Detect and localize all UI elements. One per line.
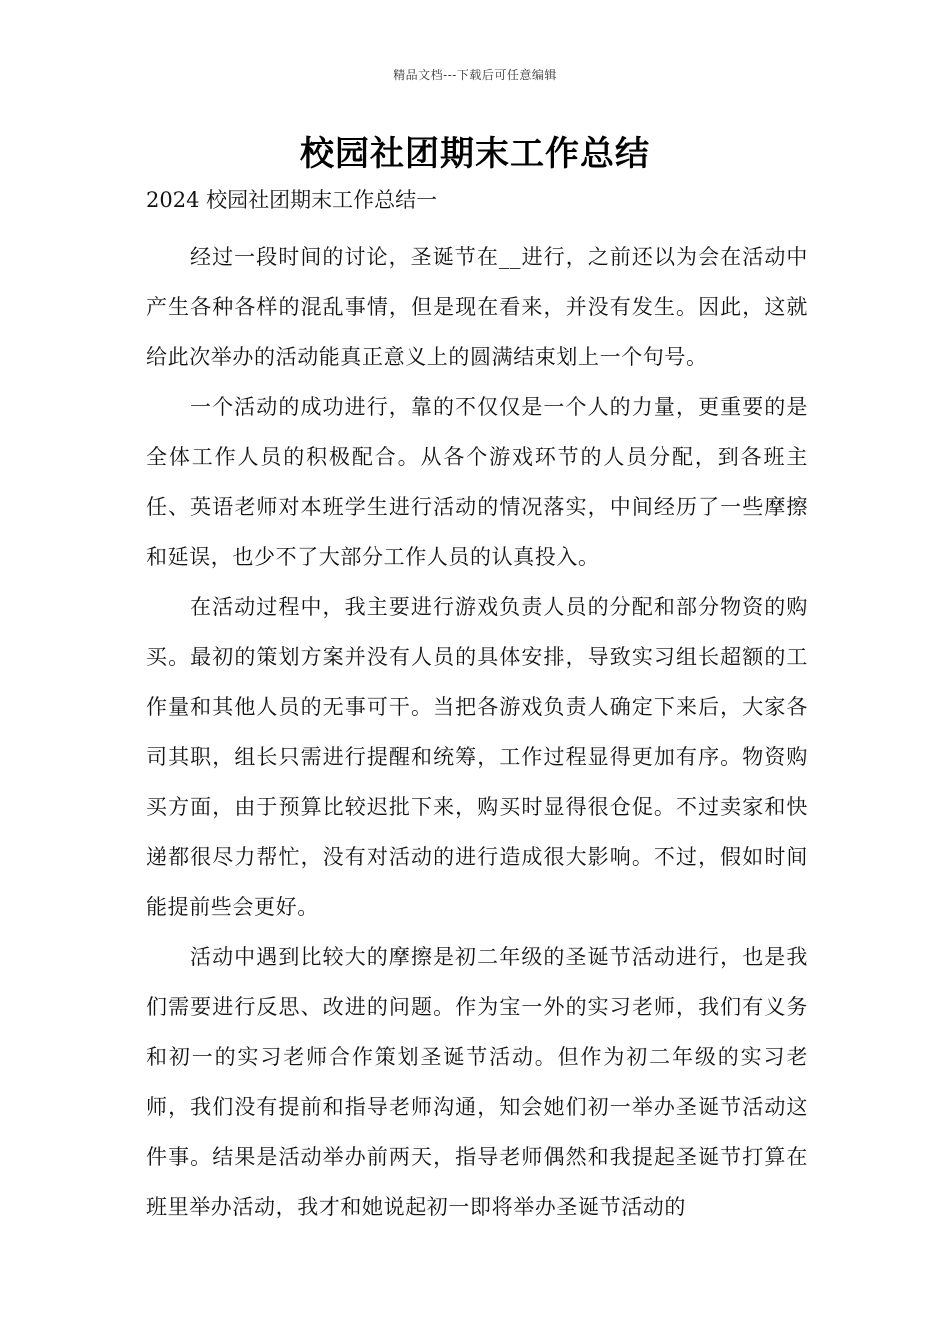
paragraph-1: 经过一段时间的讨论，圣诞节在__进行，之前还以为会在活动中产生各种各样的混乱事情，但是现在看来，并没有发生。因此，这就给此次举办的活动能真正意义上的圆满结束划上一个句号。 — [146, 245, 808, 369]
header-note: 精品文档---下载后可任意编辑 — [393, 68, 557, 82]
paragraph-4: 活动中遇到比较大的摩擦是初二年级的圣诞节活动进行，也是我们需要进行反思、改进的问题。作为宝一外的实习老师，我们有义务和初一的实习老师合作策划圣诞节活动。但作为初二年级的实习老师，我们没有提前和指导老师沟通，知会她们初一举办圣诞节活动这件事。结果是活动举办前两天，指导老师偶然和我提起圣诞节打算在班里举办活动，我才和她说起初一即将举办圣诞节活动的 — [146, 945, 808, 1219]
document-subtitle: 2024 校园社团期末工作总结一 — [146, 188, 438, 212]
paragraph-3: 在活动过程中，我主要进行游戏负责人员的分配和部分物资的购买。最初的策划方案并没有人员的具体安排，导致实习组长超额的工作量和其他人员的无事可干。当把各游戏负责人确定下来后，大家各司其职，组长只需进行提醒和统筹，工作过程显得更加有序。物资购买方面，由于预算比较迟批下来，购买时显得很仓促。不过卖家和快递都很尽力帮忙，没有对活动的进行造成很大影响。不过，假如时间能提前些会更好。 — [146, 595, 808, 919]
paragraph-2: 一个活动的成功进行，靠的不仅仅是一个人的力量，更重要的是全体工作人员的积极配合。从各个游戏环节的人员分配，到各班主任、英语老师对本班学生进行活动的情况落实，中间经历了一些摩擦和延误，也少不了大部分工作人员的认真投入。 — [146, 395, 808, 569]
document-title: 校园社团期末工作总结 — [300, 134, 650, 174]
document-body — [146, 232, 808, 1232]
